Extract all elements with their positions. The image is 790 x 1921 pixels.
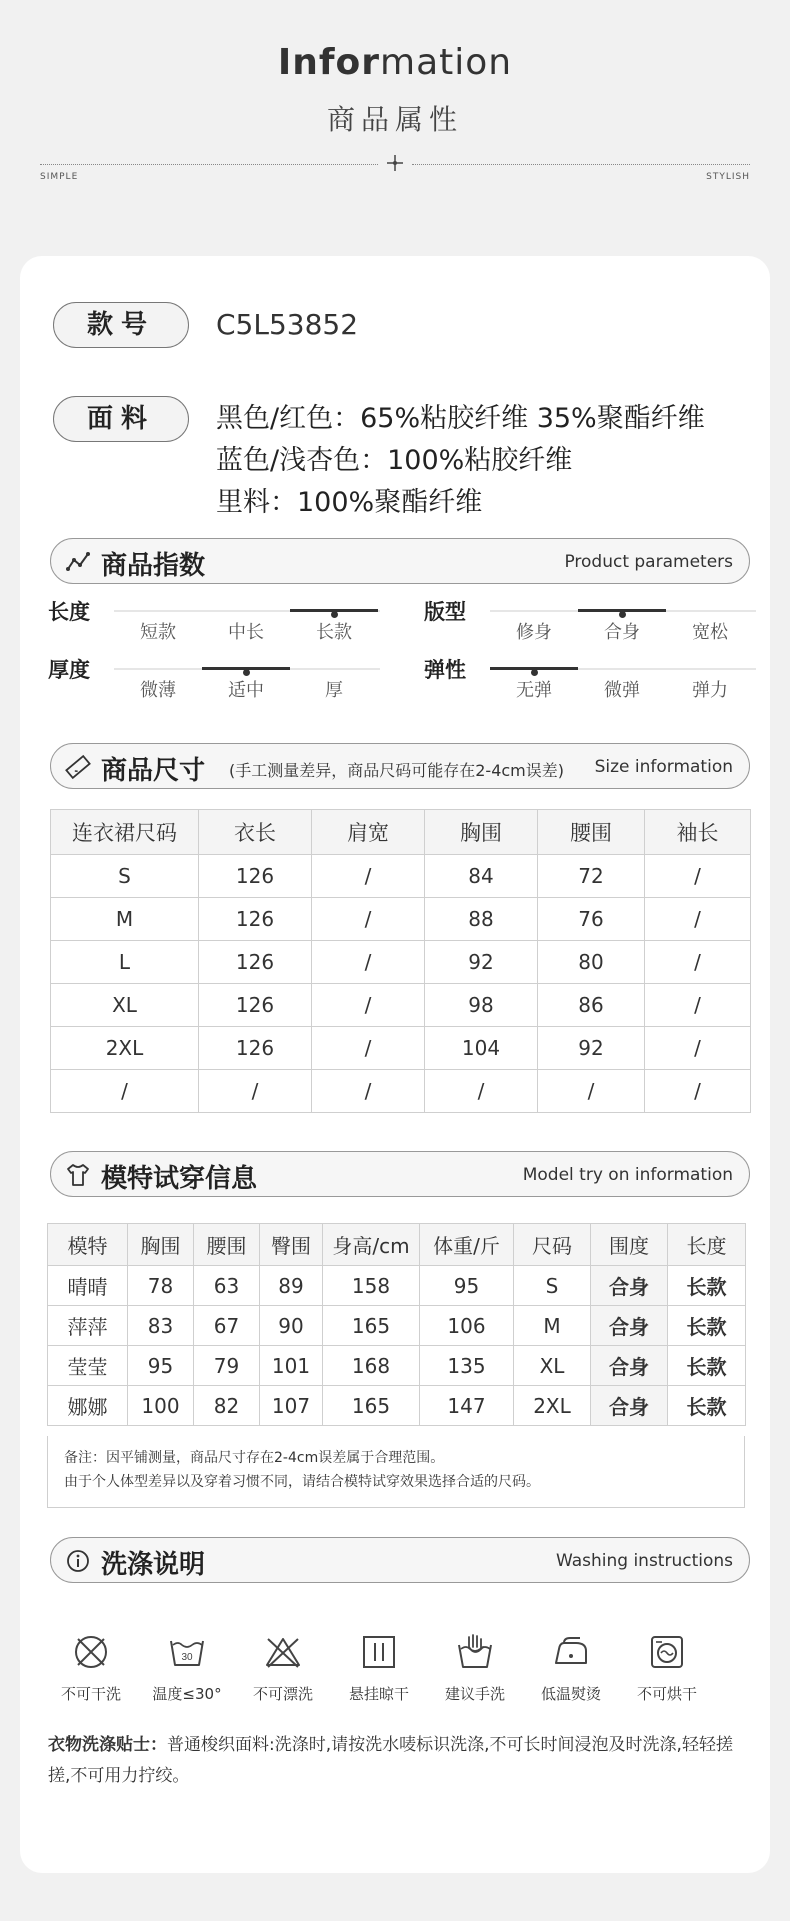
table-cell: 76 — [538, 898, 645, 941]
table-cell: 82 — [194, 1386, 260, 1426]
size-title: 商品尺寸 — [101, 756, 206, 786]
table-cell: 莹莹 — [48, 1346, 128, 1386]
table-cell: 158 — [323, 1266, 420, 1306]
table-cell: / — [312, 1070, 425, 1113]
wash-item: 建议手洗 — [425, 1631, 525, 1704]
size-section-header — [50, 743, 750, 789]
params-section-header — [50, 538, 750, 584]
param-option: 宽松 — [692, 622, 728, 643]
wash-30-icon — [166, 1631, 208, 1673]
tshirt-icon — [65, 1162, 91, 1188]
table-cell: 92 — [538, 1027, 645, 1070]
model-row — [48, 1386, 746, 1426]
table-header-row — [51, 810, 751, 855]
table-header-cell: 袖长 — [645, 810, 751, 855]
table-cell: / — [538, 1070, 645, 1113]
code-label: 款号 — [53, 302, 189, 348]
table-header-cell: 胸围 — [128, 1224, 194, 1266]
param-selected-dot — [331, 611, 338, 618]
fabric-line: 蓝色/浅杏色：100%粘胶纤维 — [216, 445, 573, 476]
param-label: 长度 — [48, 600, 90, 624]
table-cell: / — [645, 984, 751, 1027]
ruler-icon — [65, 754, 91, 780]
code-value: C5L53852 — [216, 308, 359, 341]
table-header-cell: 腰围 — [538, 810, 645, 855]
param-option: 短款 — [140, 622, 176, 643]
model-row — [48, 1346, 746, 1386]
wash-item: 悬挂晾干 — [329, 1631, 429, 1704]
table-cell: 88 — [425, 898, 538, 941]
table-cell: 126 — [199, 941, 312, 984]
fabric-label: 面料 — [53, 396, 189, 442]
size-table — [50, 809, 751, 1113]
table-cell: / — [199, 1070, 312, 1113]
table-cell: / — [312, 941, 425, 984]
table-cell: 长款 — [668, 1306, 746, 1346]
note-line: 备注：因平铺测量，商品尺寸存在2-4cm误差属于合理范围。 — [64, 1450, 445, 1466]
size-row — [51, 984, 751, 1027]
table-cell: / — [645, 1027, 751, 1070]
table-cell: 165 — [323, 1386, 420, 1426]
table-cell: 104 — [425, 1027, 538, 1070]
size-title-en: Size information — [594, 757, 733, 777]
wash-tips-label: 衣物洗涤贴士： — [48, 1735, 167, 1755]
param-option: 中长 — [228, 622, 264, 643]
page-title: Information — [277, 42, 513, 83]
table-cell: 娜娜 — [48, 1386, 128, 1426]
table-header-cell: 体重/斤 — [420, 1224, 514, 1266]
table-cell: XL — [514, 1346, 591, 1386]
table-cell: 101 — [260, 1346, 323, 1386]
table-cell: / — [51, 1070, 199, 1113]
param-label: 版型 — [424, 600, 466, 624]
table-header-cell: 模特 — [48, 1224, 128, 1266]
table-cell: / — [645, 898, 751, 941]
param-option: 微弹 — [604, 680, 640, 701]
table-cell: 合身 — [591, 1346, 668, 1386]
size-row — [51, 1070, 751, 1113]
table-cell: M — [514, 1306, 591, 1346]
model-row — [48, 1306, 746, 1346]
no-tumble-dry-icon — [646, 1631, 688, 1673]
stylish-tag: STYLISH — [706, 172, 750, 182]
param-option: 修身 — [516, 622, 552, 643]
wash-title-en: Washing instructions — [555, 1551, 733, 1571]
model-table — [47, 1223, 746, 1426]
table-cell: 长款 — [668, 1346, 746, 1386]
table-cell: / — [312, 1027, 425, 1070]
table-cell: 135 — [420, 1346, 514, 1386]
table-cell: / — [645, 855, 751, 898]
model-section-header — [50, 1151, 750, 1197]
table-cell: S — [514, 1266, 591, 1306]
table-cell: / — [312, 984, 425, 1027]
note-line: 由于个人体型差异以及穿着习惯不同，请结合模特试穿效果选择合适的尺码。 — [64, 1474, 540, 1490]
param-selected-dot — [531, 669, 538, 676]
table-cell: 106 — [420, 1306, 514, 1346]
wash-tips-text: 普通梭织面料:洗涤时,请按洗水唛标识洗涤,不可长时间浸泡及时洗涤,轻轻搓搓,不可用力拧绞。 — [48, 1735, 733, 1786]
model-title-en: Model try on information — [522, 1165, 733, 1185]
table-cell: 165 — [323, 1306, 420, 1346]
table-header-cell: 身高/cm — [323, 1224, 420, 1266]
line-chart-icon — [65, 549, 91, 575]
param-option: 适中 — [228, 680, 264, 701]
param-selected-dot — [243, 669, 250, 676]
wash-title: 洗涤说明 — [101, 1550, 206, 1580]
table-cell: 63 — [194, 1266, 260, 1306]
table-cell: S — [51, 855, 199, 898]
table-cell: / — [425, 1070, 538, 1113]
table-cell: 晴晴 — [48, 1266, 128, 1306]
param-option: 无弹 — [516, 680, 552, 701]
table-cell: / — [312, 855, 425, 898]
param-option: 微薄 — [140, 680, 176, 701]
fabric-line: 黑色/红色：65%粘胶纤维 35%聚酯纤维 — [216, 403, 705, 434]
table-cell: 83 — [128, 1306, 194, 1346]
table-cell: 78 — [128, 1266, 194, 1306]
table-cell: / — [312, 898, 425, 941]
table-cell: 126 — [199, 1027, 312, 1070]
info-icon — [65, 1548, 91, 1574]
table-cell: 126 — [199, 898, 312, 941]
param-label: 厚度 — [48, 658, 90, 682]
info-card — [20, 256, 770, 1873]
table-cell: 107 — [260, 1386, 323, 1426]
params-title-en: Product parameters — [564, 552, 733, 572]
table-cell: 90 — [260, 1306, 323, 1346]
table-header-row — [48, 1224, 746, 1266]
table-cell: 72 — [538, 855, 645, 898]
table-header-cell: 腰围 — [194, 1224, 260, 1266]
table-cell: 84 — [425, 855, 538, 898]
table-cell: 长款 — [668, 1386, 746, 1426]
table-cell: L — [51, 941, 199, 984]
param-label: 弹性 — [424, 658, 466, 682]
size-row — [51, 941, 751, 984]
table-header-cell: 臀围 — [260, 1224, 323, 1266]
table-cell: M — [51, 898, 199, 941]
wash-item: 不可烘干 — [617, 1631, 717, 1704]
table-cell: 79 — [194, 1346, 260, 1386]
table-cell: 126 — [199, 984, 312, 1027]
table-header-cell: 围度 — [591, 1224, 668, 1266]
table-cell: 合身 — [591, 1386, 668, 1426]
cross-ornament-icon — [386, 154, 404, 172]
table-cell: 98 — [425, 984, 538, 1027]
no-dry-clean-icon — [70, 1631, 112, 1673]
wash-item: 不可干洗 — [41, 1631, 141, 1704]
wash-tips — [48, 1730, 748, 1792]
table-cell: 2XL — [51, 1027, 199, 1070]
table-cell: 89 — [260, 1266, 323, 1306]
table-cell: 86 — [538, 984, 645, 1027]
table-header-cell: 衣长 — [199, 810, 312, 855]
table-cell: / — [645, 1070, 751, 1113]
model-title: 模特试穿信息 — [101, 1164, 258, 1194]
table-cell: 合身 — [591, 1306, 668, 1346]
table-cell: 80 — [538, 941, 645, 984]
hand-wash-icon — [454, 1631, 496, 1673]
size-row — [51, 1027, 751, 1070]
param-option: 厚 — [325, 680, 343, 701]
table-header-cell: 尺码 — [514, 1224, 591, 1266]
table-cell: 147 — [420, 1386, 514, 1426]
wash-item: 不可漂洗 — [233, 1631, 333, 1704]
table-cell: 100 — [128, 1386, 194, 1426]
page-subtitle: 商品属性 — [326, 103, 463, 136]
wash-item: 30 温度≤30° — [137, 1631, 237, 1704]
fabric-line: 里料：100%聚酯纤维 — [216, 487, 483, 518]
table-cell: 126 — [199, 855, 312, 898]
table-cell: 萍萍 — [48, 1306, 128, 1346]
table-header-cell: 肩宽 — [312, 810, 425, 855]
param-option: 弹力 — [692, 680, 728, 701]
table-header-cell: 长度 — [668, 1224, 746, 1266]
params-title: 商品指数 — [101, 551, 206, 581]
no-bleach-icon — [262, 1631, 304, 1673]
table-cell: 67 — [194, 1306, 260, 1346]
header-divider-right — [412, 164, 750, 165]
wash-item: 低温熨烫 — [521, 1631, 621, 1704]
model-row — [48, 1266, 746, 1306]
table-cell: 2XL — [514, 1386, 591, 1426]
header-divider-left — [40, 164, 378, 165]
table-cell: 92 — [425, 941, 538, 984]
table-cell: 95 — [128, 1346, 194, 1386]
model-notes — [47, 1436, 745, 1508]
wash-section-header — [50, 1537, 750, 1583]
table-header-cell: 连衣裙尺码 — [51, 810, 199, 855]
table-cell: / — [645, 941, 751, 984]
size-row — [51, 898, 751, 941]
table-cell: 168 — [323, 1346, 420, 1386]
table-header-cell: 胸围 — [425, 810, 538, 855]
svg-text:30: 30 — [181, 1652, 193, 1663]
hang-dry-icon — [358, 1631, 400, 1673]
param-option: 长款 — [316, 622, 352, 643]
size-row — [51, 855, 751, 898]
param-selected-dot — [619, 611, 626, 618]
table-cell: 长款 — [668, 1266, 746, 1306]
low-iron-icon — [550, 1631, 592, 1673]
size-note: (手工测量差异，商品尺码可能存在2-4cm误差) — [229, 761, 565, 780]
table-cell: XL — [51, 984, 199, 1027]
table-cell: 95 — [420, 1266, 514, 1306]
simple-tag: SIMPLE — [40, 172, 79, 182]
table-cell: 合身 — [591, 1266, 668, 1306]
param-option: 合身 — [604, 622, 640, 643]
